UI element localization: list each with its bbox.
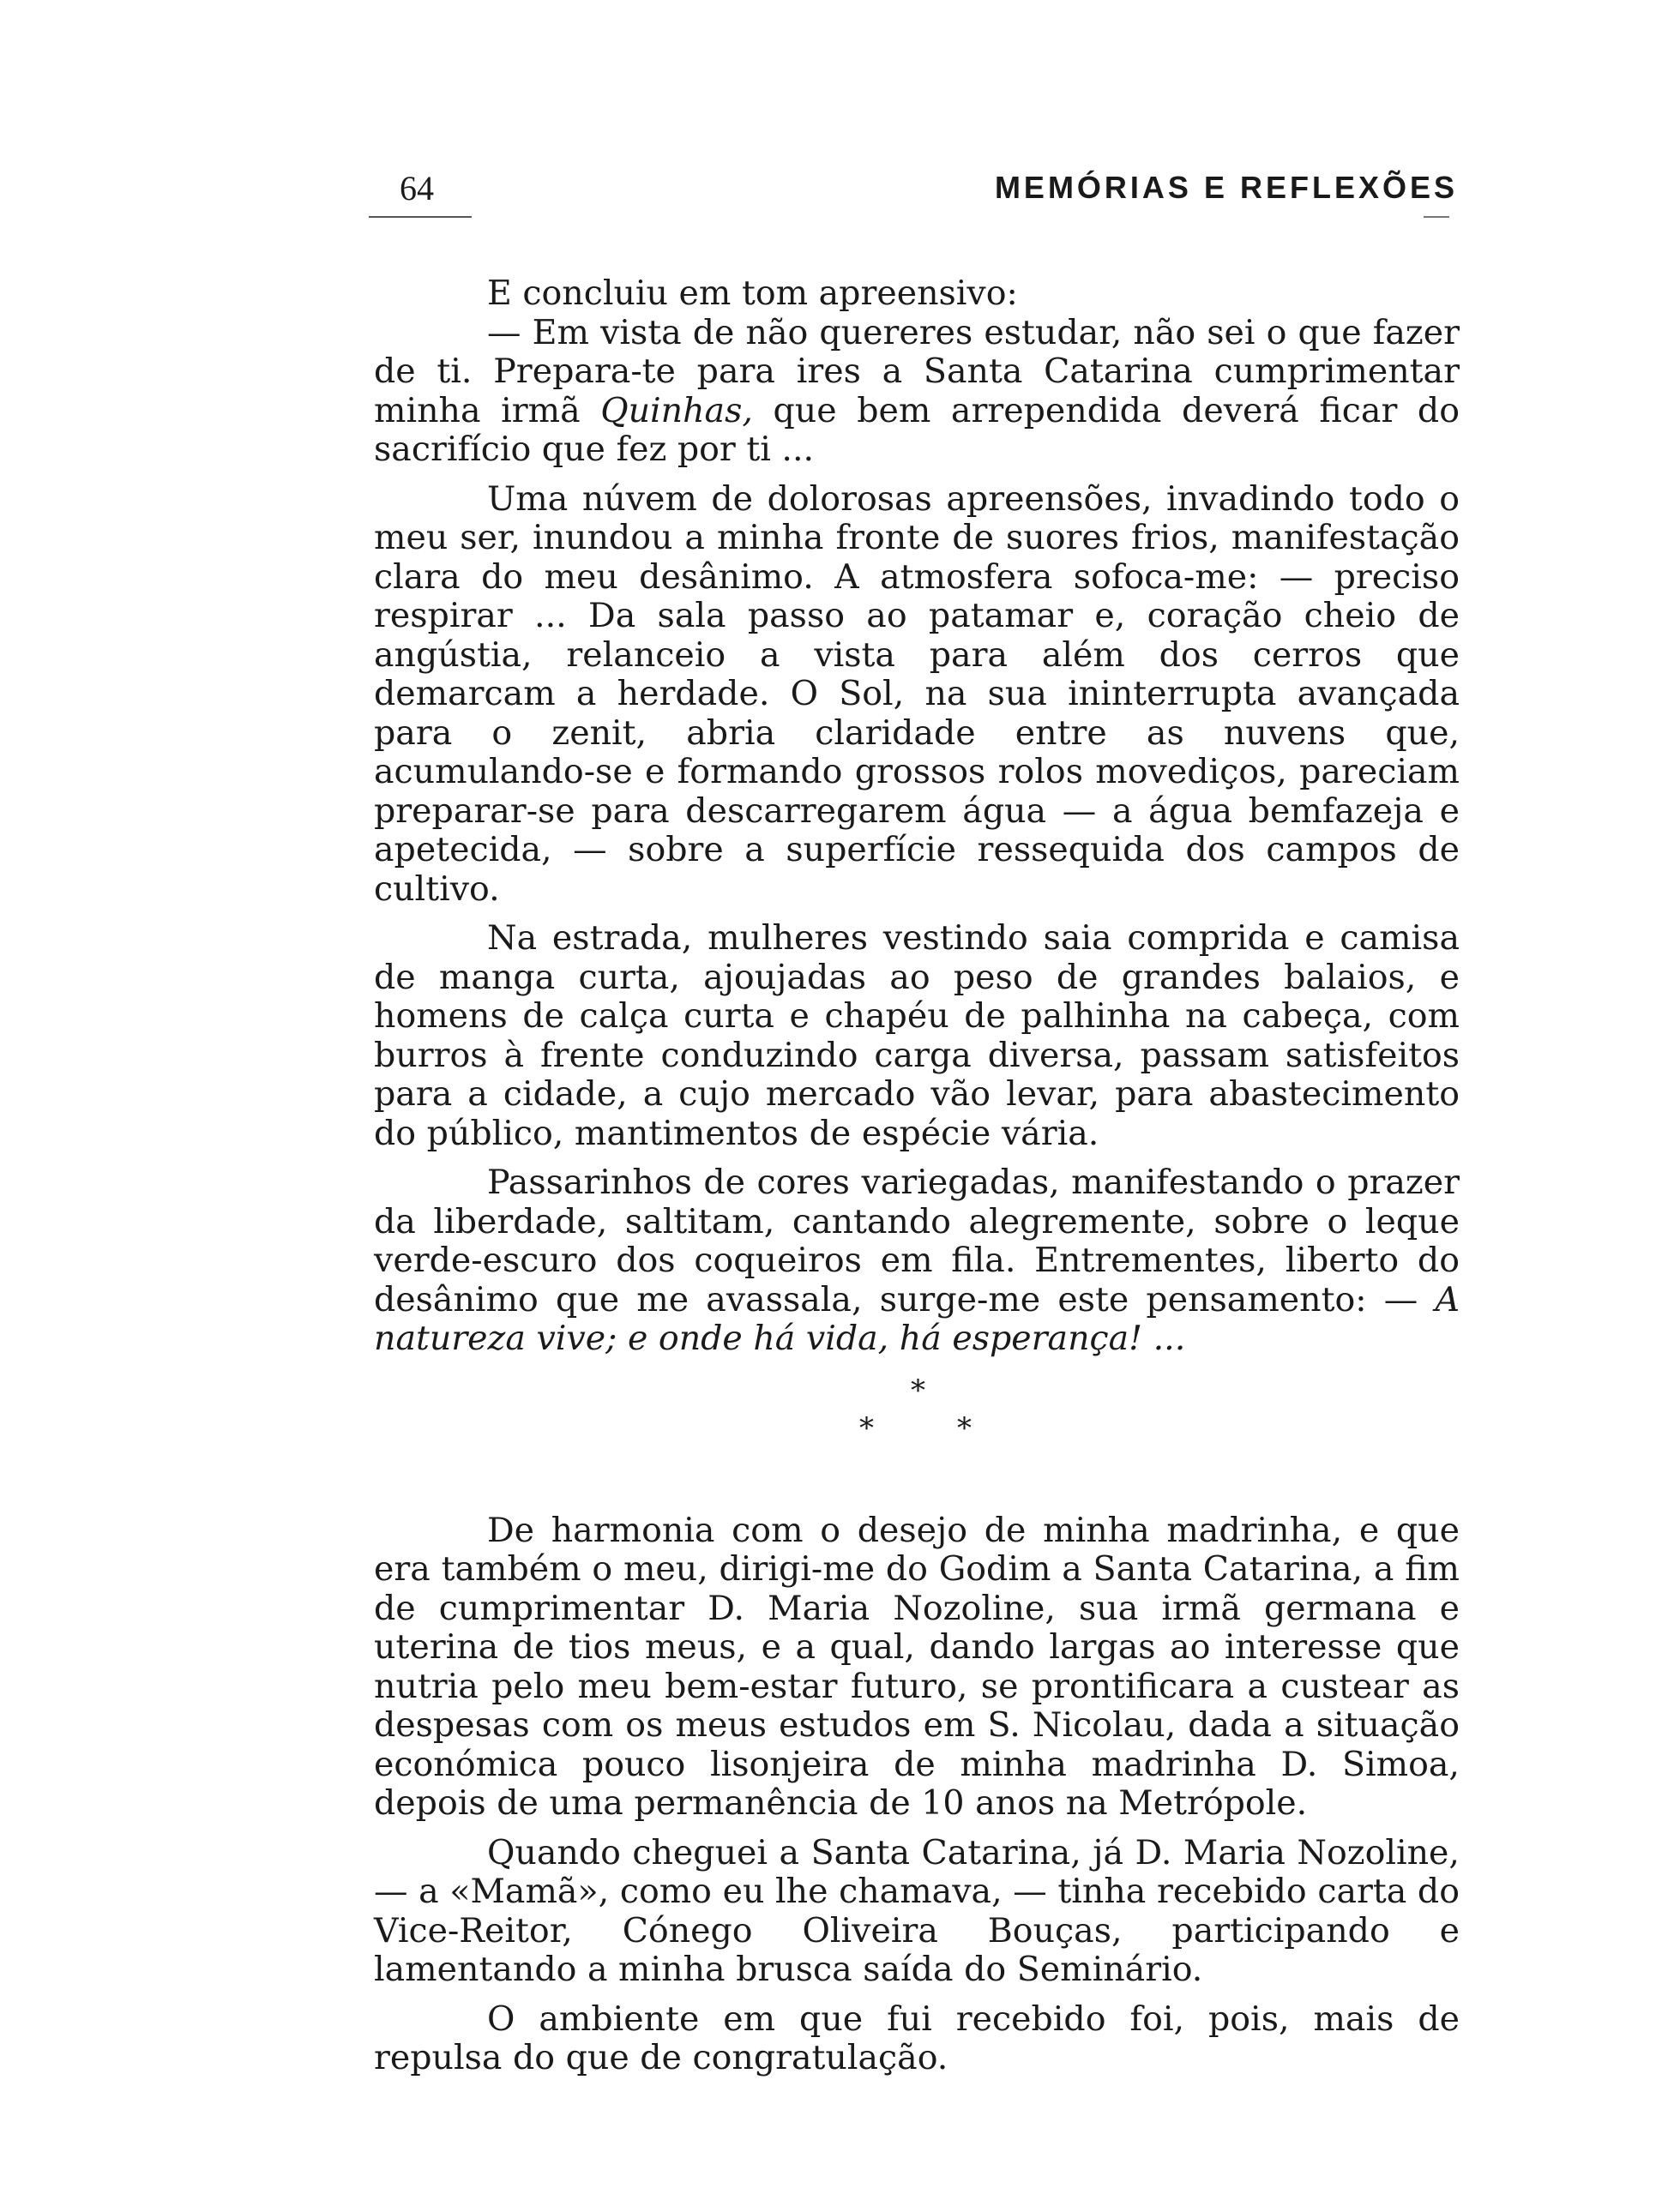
paragraph-2 [374,314,1460,470]
paragraph-6: De harmonia com o desejo de minha madrinha, e que era também o meu, dirigi-me do Godim a Santa Catarina, a fim de cumprimentar D. Maria Nozoline, sua irmã germana e uterina de tios meus, e a qual, dando largas ao interesse que nutria pelo meu bem-estar futuro, se prontificara a custear as despesas com os meus estudos em S. Nicolau, dada a situação económica pouco lisonjeira de minha madrinha D. Simoa, depois de uma permanência de 10 anos na Metrópole. [374,1510,1460,1823]
paragraph-7: Quando cheguei a Santa Catarina, já D. Maria Nozoline, — a «Mamã», como eu lhe chamava, — tinha recebido carta do Vice-Reitor, Cónego Oliveira Bouças, participando e lamentando a minha brusca saída do Seminário. [374,1832,1460,1989]
paragraph-4: Na estrada, mulheres vestindo saia comprida e camisa de manga curta, ajoujadas ao peso de grandes balaios, e homens de calça curta e chapéu de palhinha na cabeça, com burros à frente conduzindo carga diversa, passam satisfeitos para a cidade, a cujo mercado vão levar, para abastecimento do público, mantimentos de espécie vária. [374,918,1460,1153]
paragraph-5 [374,1163,1460,1359]
paragraph-2-text-a: — Em vista de não quereres estudar, não sei o que fazer de ti. Prepara-te para ires a Santa Catarina cumprimentar minha irmã [374,312,1460,430]
paragraph-1: E concluiu em tom apreensivo: [487,273,1018,313]
paragraph-8: O ambiente em que fui recebido foi, pois, mais de repulsa do que de congratulação. [374,1999,1460,2077]
asterism-star-left: * [859,1410,874,1446]
paragraph-5-italic: A natureza vive; e onde há vida, há esperança! ... [374,1279,1460,1358]
section-asterism [374,1371,1460,1500]
running-title: MEMÓRIAS E REFLEXÕES [994,170,1458,205]
asterism-star-right: * [957,1410,972,1446]
header-rule [369,216,472,218]
header-rule-right [1424,216,1449,218]
asterism-star-top: * [911,1373,925,1408]
body-text [374,274,1460,2089]
paragraph-5-text: Passarinhos de cores variegadas, manifestando o prazer da liberdade, saltitam, cantando alegremente, sobre o leque verde-escuro dos coqueiros em fila. Entrementes, liberto do desânimo que me avassala, surge-me este pensamento: — [374,1163,1460,1319]
page-number: 64 [400,169,434,207]
paragraph-2-italic: Quinhas, [600,390,753,430]
paragraph-3: Uma núvem de dolorosas apreensões, invadindo todo o meu ser, inundou a minha fronte de suores frios, manifestação clara do meu desânimo. A atmosfera sofoca-me: — preciso respirar ... Da sala passo ao patamar e, coração cheio de angústia, relanceio a vista para além dos cerros que demarcam a herdade. O Sol, na sua ininterrupta avançada para o zenit, abria claridade entre as nuvens que, acumulando-se e formando grossos rolos movediços, pareciam preparar-se para descarregarem água — a água bemfazeja e apetecida, — sobre a superfície ressequida dos campos de cultivo. [374,478,1460,909]
page-header [369,168,1458,219]
paragraph-2-text-b: que bem arrependida deverá ficar do sacrifício que fez por ti ... [374,390,1460,469]
